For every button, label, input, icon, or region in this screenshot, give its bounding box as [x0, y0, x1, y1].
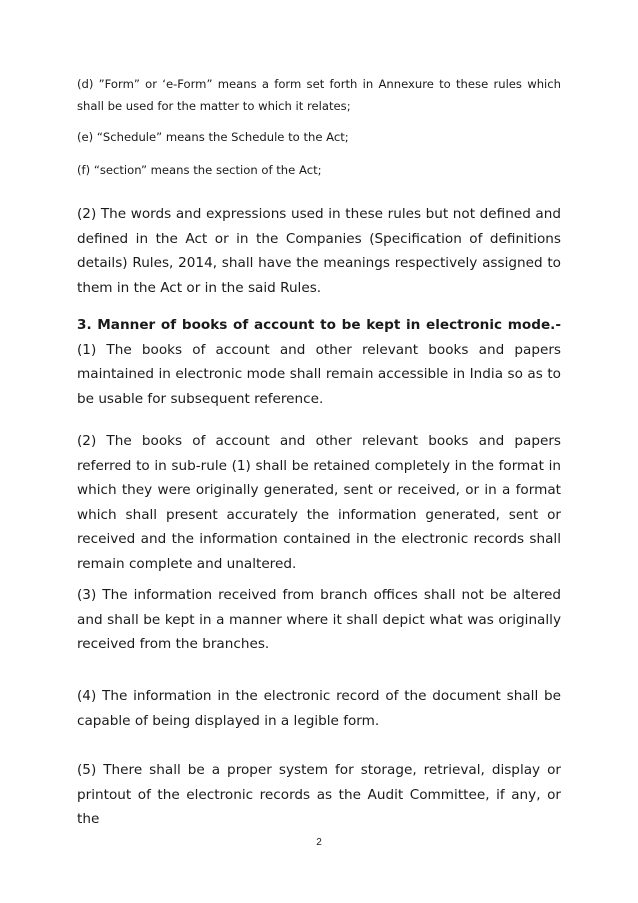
rule-3-subrule-5: (5) There shall be a proper system for storage, retrieval, display or printout of the electronic records as the Audit Committee, if any, or the	[77, 762, 561, 828]
rule-2-subrule-2: (2) The words and expressions used in these rules but not defined and defined in the Act or in the Companies (Specification of definitions details) Rules, 2014, shall have the meanings respectively assigned to them in the Act or in the said Rules.	[77, 206, 561, 296]
definition-d: (d) ”Form” or ‘e-Form” means a form set forth in Annexure to these rules which shall be used for the matter to which it relates;	[77, 77, 561, 113]
rule-3-subrule-4: (4) The information in the electronic record of the document shall be capable of being displayed in a legible form.	[77, 688, 561, 729]
rule-3-paragraph	[77, 313, 561, 411]
page-number: 2	[316, 837, 322, 848]
rule-3-subrule-2: (2) The books of account and other relevant books and papers referred to in sub-rule (1) shall be retained completely in the format in which they were originally generated, sent or received, or in a format which shall present accurately the information generated, sent or received and the information contained in the electronic records shall remain complete and unaltered.	[77, 433, 561, 572]
rule-3-subrule-3: (3) The information received from branch offices shall not be altered and shall be kept in a manner where it shall depict what was originally received from the branches.	[77, 587, 561, 653]
definition-e: (e) “Schedule” means the Schedule to the Act;	[77, 130, 349, 144]
rule-3-subrule-1: (1) The books of account and other relevant books and papers maintained in electronic mode shall remain accessible in India so as to be usable for subsequent reference.	[77, 341, 561, 407]
definition-f: (f) “section” means the section of the Act;	[77, 163, 322, 177]
rule-3-heading: 3. Manner of books of account to be kept in electronic mode.-	[77, 317, 561, 333]
